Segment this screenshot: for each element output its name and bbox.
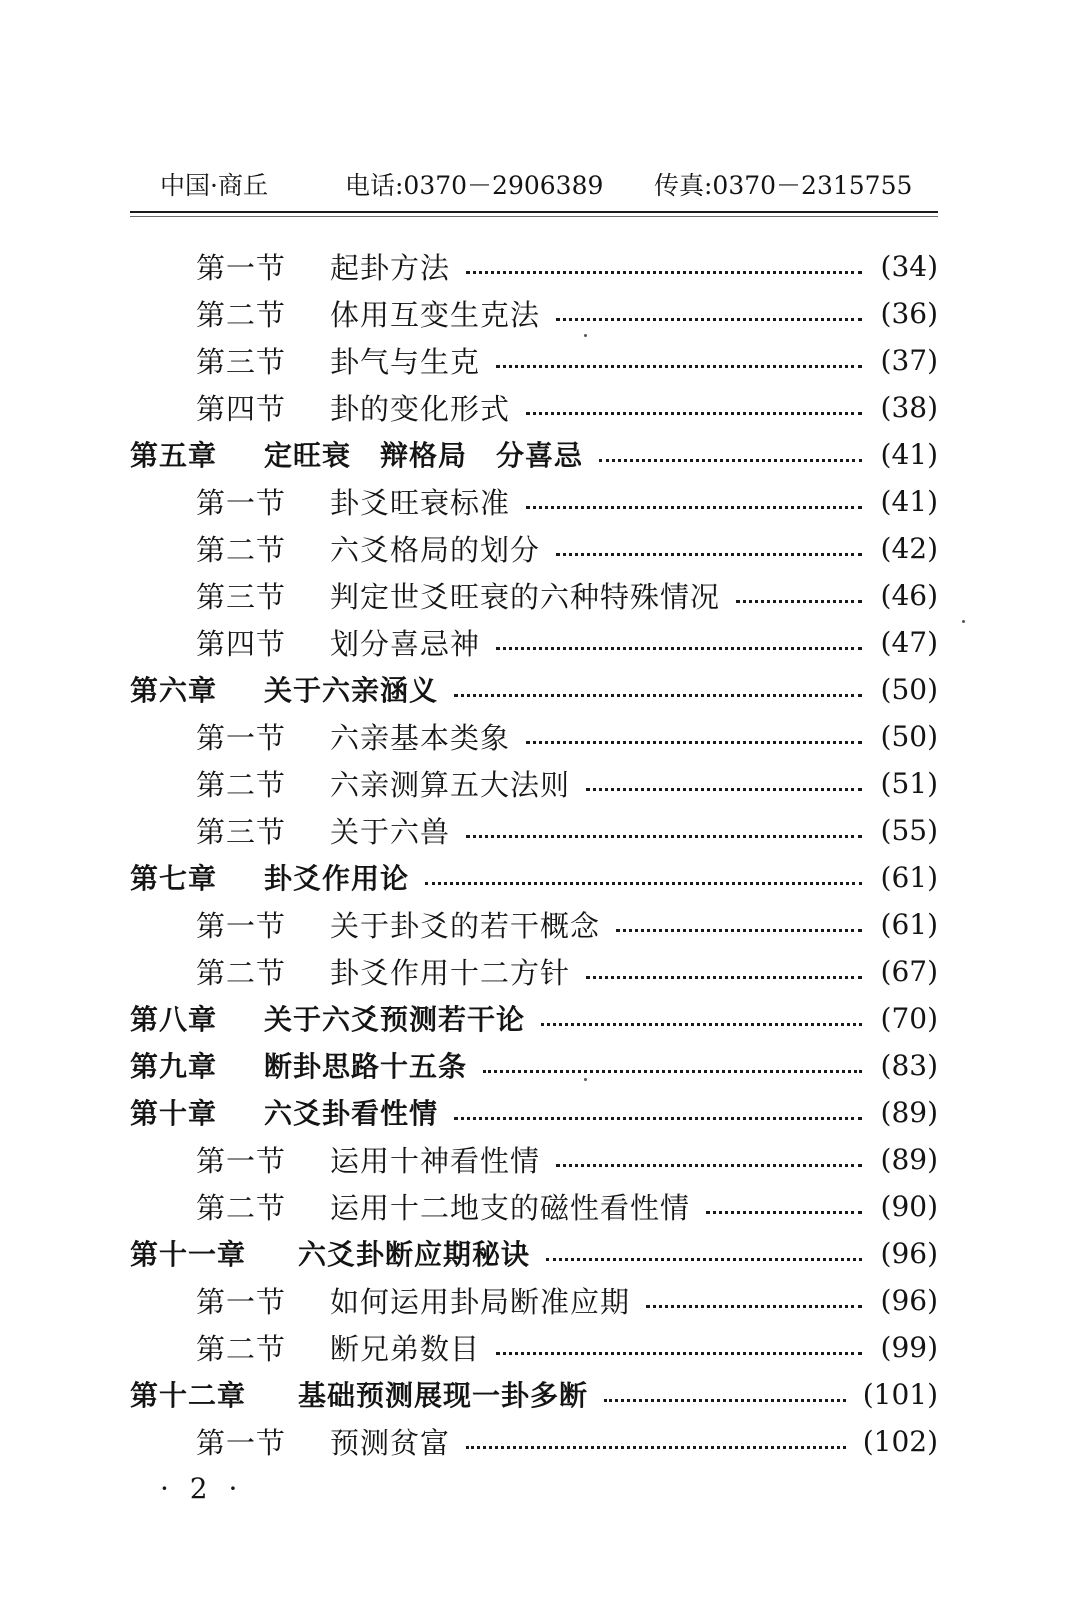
entry-page: (42) [880,531,938,565]
entry-number: 第四节 [196,626,287,661]
entry-title: 运用十神看性情 [330,1143,541,1178]
chapter-page: (83) [880,1048,938,1082]
chapter-title: 六爻卦断应期秘诀 [298,1238,531,1271]
entry-number: 第三节 [196,814,287,849]
toc-entry [196,385,938,429]
chapter-title: 六爻卦看性情 [264,1097,439,1130]
toc-entry [196,1278,938,1322]
chapter-page: (41) [880,437,938,471]
chapter-title: 定旺衰 辩格局 分喜忌 [264,439,584,472]
toc-chapter [130,667,938,711]
toc-entry [196,902,938,946]
toc-entry [196,244,938,288]
toc-entry [196,1184,938,1228]
dot-leader [526,741,862,744]
dot-leader [496,365,862,368]
dot-leader [546,1258,862,1261]
dot-leader [604,1399,846,1402]
entry-number: 第一节 [196,1143,287,1178]
toc-chapter [130,432,938,476]
chapter-number: 第十二章 [130,1379,247,1412]
entry-page: (96) [880,1283,938,1317]
chapter-page: (101) [862,1377,938,1411]
header-fax: 传真:0370－2315755 [654,171,913,200]
entry-title: 六亲基本类象 [330,720,511,755]
chapter-number: 第五章 [130,439,218,472]
toc-entry [196,1325,938,1369]
entry-number: 第二节 [196,297,287,332]
header-place: 中国·商丘 [160,171,268,200]
entry-title: 划分喜忌神 [330,626,481,661]
entry-page: (61) [880,907,938,941]
entry-title: 体用互变生克法 [330,297,541,332]
dot-leader [586,788,862,791]
toc-chapter [130,996,938,1040]
toc-chapter [130,1372,938,1416]
entry-title: 关于六兽 [330,814,451,849]
entry-title: 起卦方法 [330,250,451,285]
dot-leader [586,976,862,979]
entry-page: (47) [880,625,938,659]
chapter-page: (89) [880,1095,938,1129]
chapter-number: 第六章 [130,674,218,707]
chapter-page: (96) [880,1236,938,1270]
entry-title: 断兄弟数目 [330,1331,481,1366]
chapter-number: 第七章 [130,862,218,895]
dot-leader [466,835,862,838]
toc-entry [196,338,938,382]
toc-chapter [130,1231,938,1275]
chapter-title: 基础预测展现一卦多断 [298,1379,589,1412]
dot-leader [556,1164,862,1167]
entry-number: 第三节 [196,579,287,614]
dot-leader [425,882,862,885]
dot-leader [541,1023,862,1026]
dot-leader [483,1070,862,1073]
entry-number: 第一节 [196,250,287,285]
entry-number: 第一节 [196,908,287,943]
entry-page: (46) [880,578,938,612]
entry-number: 第一节 [196,1425,287,1460]
dot-leader [526,506,862,509]
entry-page: (90) [880,1189,938,1223]
entry-page: (67) [880,954,938,988]
dot-leader [646,1305,862,1308]
entry-number: 第二节 [196,532,287,567]
entry-page: (55) [880,813,938,847]
entry-number: 第一节 [196,720,287,755]
entry-title: 卦的变化形式 [330,391,511,426]
dot-leader [526,412,862,415]
entry-title: 如何运用卦局断准应期 [330,1284,631,1319]
entry-number: 第二节 [196,1190,287,1225]
toc-entry [196,1419,938,1463]
toc-entry [196,479,938,523]
entry-page: (41) [880,484,938,518]
entry-page: (37) [880,343,938,377]
toc-entry [196,291,938,335]
dot-leader [496,647,862,650]
entry-title: 卦爻作用十二方针 [330,955,571,990]
toc-chapter [130,1090,938,1134]
entry-title: 关于卦爻的若干概念 [330,908,601,943]
entry-page: (34) [880,249,938,283]
entry-page: (36) [880,296,938,330]
entry-page: (89) [880,1142,938,1176]
chapter-title: 关于六亲涵义 [264,674,439,707]
header-phone: 电话:0370－2906389 [345,171,604,200]
entry-number: 第二节 [196,767,287,802]
entry-page: (38) [880,390,938,424]
toc-entry [196,761,938,805]
entry-title: 六爻格局的划分 [330,532,541,567]
dot-leader [599,459,862,462]
entry-number: 第四节 [196,391,287,426]
dot-leader [706,1211,862,1214]
entry-number: 第二节 [196,1331,287,1366]
chapter-page: (61) [880,860,938,894]
dot-leader [556,553,862,556]
toc-entry [196,949,938,993]
entry-page: (99) [880,1330,938,1364]
chapter-title: 卦爻作用论 [264,862,410,895]
entry-number: 第一节 [196,485,287,520]
dot-leader [466,271,862,274]
entry-title: 运用十二地支的磁性看性情 [330,1190,691,1225]
toc-entry [196,526,938,570]
entry-number: 第二节 [196,955,287,990]
toc-entry [196,1137,938,1181]
dot-leader [466,1446,846,1449]
entry-page: (50) [880,719,938,753]
chapter-number: 第十一章 [130,1238,247,1271]
chapter-title: 断卦思路十五条 [264,1050,468,1083]
entry-number: 第一节 [196,1284,287,1319]
entry-title: 卦气与生克 [330,344,481,379]
chapter-page: (50) [880,672,938,706]
entry-title: 判定世爻旺衰的六种特殊情况 [330,579,721,614]
toc-entry [196,573,938,617]
chapter-page: (70) [880,1001,938,1035]
chapter-number: 第十章 [130,1097,218,1130]
scan-speck [962,620,965,623]
toc-entry [196,714,938,758]
page-number: · 2 · [160,1472,244,1505]
toc-chapter [130,1043,938,1087]
chapter-number: 第八章 [130,1003,218,1036]
dot-leader [454,694,862,697]
scan-speck [584,1078,587,1081]
entry-title: 六亲测算五大法则 [330,767,571,802]
dot-leader [454,1117,862,1120]
toc-entry [196,808,938,852]
dot-leader [736,600,862,603]
chapter-title: 关于六爻预测若干论 [264,1003,526,1036]
dot-leader [616,929,862,932]
entry-title: 卦爻旺衰标准 [330,485,511,520]
toc-chapter [130,855,938,899]
entry-page: (51) [880,766,938,800]
entry-page: (102) [862,1424,938,1458]
chapter-number: 第九章 [130,1050,218,1083]
scan-speck [584,334,587,337]
entry-number: 第三节 [196,344,287,379]
entry-title: 预测贫富 [330,1425,451,1460]
dot-leader [496,1352,862,1355]
toc-entry [196,620,938,664]
dot-leader [556,318,862,321]
